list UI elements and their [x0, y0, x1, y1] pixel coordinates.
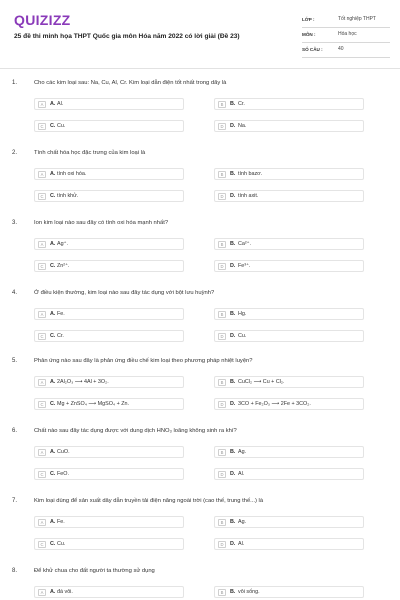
answer-option-b[interactable]	[214, 586, 364, 598]
option-letter-box: A	[38, 519, 46, 526]
option-text: Ag.	[238, 449, 247, 455]
question-stem: Ở điều kiện thường, kim loại nào sau đây tác dụng với bột lưu huỳnh?	[34, 290, 215, 296]
option-label: A.	[50, 379, 56, 385]
option-text: Zn²⁺.	[57, 263, 70, 269]
option-letter-box: B	[218, 101, 226, 108]
worksheet-meta	[302, 13, 390, 58]
meta-value: 40	[338, 46, 344, 52]
question-number: 1.	[12, 80, 18, 86]
answer-option-a[interactable]	[34, 586, 184, 598]
option-text: Mg + ZnSO₄ ⟶ MgSO₄ + Zn.	[57, 401, 130, 407]
option-text: tính oxi hóa.	[57, 171, 87, 177]
option-letter-box: D	[218, 401, 226, 408]
option-letter-box: D	[218, 263, 226, 270]
question-number: 5.	[12, 358, 18, 364]
answer-option-c[interactable]	[34, 120, 184, 132]
option-text: tính bazơ.	[238, 171, 263, 177]
option-label: D.	[230, 193, 236, 199]
option-label: A.	[50, 311, 56, 317]
option-label: C.	[50, 123, 56, 129]
option-text: CuO.	[57, 449, 70, 455]
answer-option-a[interactable]	[34, 376, 184, 388]
question-number: 7.	[12, 498, 18, 504]
meta-row-subject	[302, 28, 390, 43]
option-letter-box: A	[38, 311, 46, 318]
option-label: B.	[230, 101, 236, 107]
option-letter-box: D	[218, 333, 226, 340]
answer-option-b[interactable]	[214, 238, 364, 250]
option-label: C.	[50, 401, 56, 407]
question-stem: Tính chất hóa học đặc trưng của kim loại là	[34, 150, 146, 156]
question-stem: Để khử chua cho đất người ta thường sử dụng	[34, 568, 155, 574]
option-text: tính khử.	[57, 193, 79, 199]
answer-option-d[interactable]	[214, 330, 364, 342]
option-label: D.	[230, 263, 236, 269]
option-label: B.	[230, 379, 236, 385]
option-letter-box: C	[38, 333, 46, 340]
option-text: Ca²⁺.	[238, 241, 252, 247]
answer-option-d[interactable]	[214, 120, 364, 132]
option-letter-box: B	[218, 449, 226, 456]
option-label: A.	[50, 449, 56, 455]
answer-option-d[interactable]	[214, 398, 364, 410]
option-label: A.	[50, 171, 56, 177]
option-label: D.	[230, 401, 236, 407]
worksheet-title: 25 đề thi minh họa THPT Quốc gia môn Hóa năm 2022 có lời giải (Đề 23)	[14, 33, 240, 40]
option-label: C.	[50, 333, 56, 339]
option-label: B.	[230, 241, 236, 247]
answer-option-d[interactable]	[214, 260, 364, 272]
option-letter-box: A	[38, 241, 46, 248]
meta-key: MÔN :	[302, 32, 316, 37]
quizizz-logo: QUIZIZZ	[14, 12, 71, 28]
option-text: Ag.	[238, 519, 247, 525]
option-label: B.	[230, 449, 236, 455]
option-text: Fe.	[57, 311, 65, 317]
answer-option-c[interactable]	[34, 398, 184, 410]
option-label: D.	[230, 471, 236, 477]
option-text: Cr.	[57, 333, 64, 339]
meta-value: Tốt nghiệp THPT	[338, 16, 376, 22]
question-stem: Phản ứng nào sau đây là phản ứng điều chế kim loại theo phương pháp nhiệt luyện?	[34, 358, 253, 364]
option-label: A.	[50, 519, 56, 525]
option-label: B.	[230, 519, 236, 525]
answer-option-a[interactable]	[34, 238, 184, 250]
option-text: Cu.	[238, 333, 247, 339]
option-text: vôi sống.	[238, 589, 260, 595]
option-label: A.	[50, 589, 56, 595]
option-letter-box: C	[38, 401, 46, 408]
option-text: Al.	[57, 101, 64, 107]
option-text: Al.	[238, 541, 245, 547]
answer-option-b[interactable]	[214, 446, 364, 458]
answer-option-a[interactable]	[34, 98, 184, 110]
option-text: CuCl₂ ⟶ Cu + Cl₂.	[238, 379, 285, 385]
option-text: Ag⁺.	[57, 241, 68, 247]
option-letter-box: B	[218, 171, 226, 178]
question-number: 8.	[12, 568, 18, 574]
answer-option-d[interactable]	[214, 538, 364, 550]
option-letter-box: C	[38, 471, 46, 478]
meta-key: SỐ CÂU :	[302, 47, 323, 52]
option-label: C.	[50, 471, 56, 477]
meta-row-class	[302, 13, 390, 28]
option-text: Cu.	[57, 123, 66, 129]
option-label: C.	[50, 541, 56, 547]
option-letter-box: A	[38, 101, 46, 108]
answer-option-b[interactable]	[214, 98, 364, 110]
option-text: 2Al₂O₃ ⟶ 4Al + 3O₂.	[57, 379, 109, 385]
header-divider	[0, 68, 400, 69]
option-label: D.	[230, 123, 236, 129]
answer-option-d[interactable]	[214, 190, 364, 202]
option-text: Fe.	[57, 519, 65, 525]
option-label: A.	[50, 101, 56, 107]
option-label: C.	[50, 193, 56, 199]
meta-value: Hóa học	[338, 31, 357, 37]
answer-option-b[interactable]	[214, 376, 364, 388]
option-letter-box: A	[38, 589, 46, 596]
option-letter-box: B	[218, 589, 226, 596]
option-text: Cr.	[238, 101, 245, 107]
meta-row-count	[302, 43, 390, 58]
option-letter-box: B	[218, 311, 226, 318]
answer-option-a[interactable]	[34, 308, 184, 320]
answer-option-c[interactable]	[34, 330, 184, 342]
answer-option-d[interactable]	[214, 468, 364, 480]
option-text: FeO.	[57, 471, 69, 477]
option-letter-box: C	[38, 541, 46, 548]
option-letter-box: A	[38, 379, 46, 386]
answer-option-a[interactable]	[34, 168, 184, 180]
worksheet-header	[0, 0, 400, 68]
option-label: D.	[230, 333, 236, 339]
option-label: D.	[230, 541, 236, 547]
question-number: 2.	[12, 150, 18, 156]
option-letter-box: C	[38, 193, 46, 200]
option-label: A.	[50, 241, 56, 247]
answer-option-b[interactable]	[214, 308, 364, 320]
question-stem: Kim loại dùng để sản xuất dây dẫn truyền tải điện năng ngoài trời (cao thế, trung thế...) là	[34, 498, 264, 504]
option-letter-box: B	[218, 241, 226, 248]
option-label: B.	[230, 171, 236, 177]
answer-option-a[interactable]	[34, 516, 184, 528]
option-letter-box: D	[218, 193, 226, 200]
option-letter-box: D	[218, 471, 226, 478]
question-stem: Ion kim loại nào sau đây có tính oxi hóa mạnh nhất?	[34, 220, 169, 226]
option-label: C.	[50, 263, 56, 269]
option-text: Al.	[238, 471, 245, 477]
option-letter-box: C	[38, 263, 46, 270]
option-text: Hg.	[238, 311, 247, 317]
option-text: Fe³⁺.	[238, 263, 251, 269]
option-letter-box: D	[218, 123, 226, 130]
answer-option-c[interactable]	[34, 190, 184, 202]
answer-option-c[interactable]	[34, 468, 184, 480]
answer-option-a[interactable]	[34, 446, 184, 458]
option-text: Na.	[238, 123, 247, 129]
option-text: 3CO + Fe₂O₃ ⟶ 2Fe + 3CO₂.	[238, 401, 311, 407]
option-label: B.	[230, 589, 236, 595]
option-text: đá vôi.	[57, 589, 73, 595]
option-label: B.	[230, 311, 236, 317]
option-text: Cu.	[57, 541, 66, 547]
option-letter-box: C	[38, 123, 46, 130]
option-letter-box: A	[38, 171, 46, 178]
answer-option-c[interactable]	[34, 260, 184, 272]
option-text: tính axit.	[238, 193, 259, 199]
question-stem: Cho các kim loại sau: Na, Cu, Al, Cr. Kim loại dẫn điện tốt nhất trong dãy là	[34, 80, 227, 86]
option-letter-box: A	[38, 449, 46, 456]
question-number: 3.	[12, 220, 18, 226]
question-stem: Chất nào sau đây tác dụng được với dung dịch HNO₃ loãng không sinh ra khí?	[34, 428, 237, 434]
question-number: 4.	[12, 290, 18, 296]
option-letter-box: B	[218, 379, 226, 386]
answer-option-b[interactable]	[214, 168, 364, 180]
answer-option-b[interactable]	[214, 516, 364, 528]
option-letter-box: D	[218, 541, 226, 548]
question-number: 6.	[12, 428, 18, 434]
option-letter-box: B	[218, 519, 226, 526]
meta-key: LỚP :	[302, 17, 315, 22]
answer-option-c[interactable]	[34, 538, 184, 550]
